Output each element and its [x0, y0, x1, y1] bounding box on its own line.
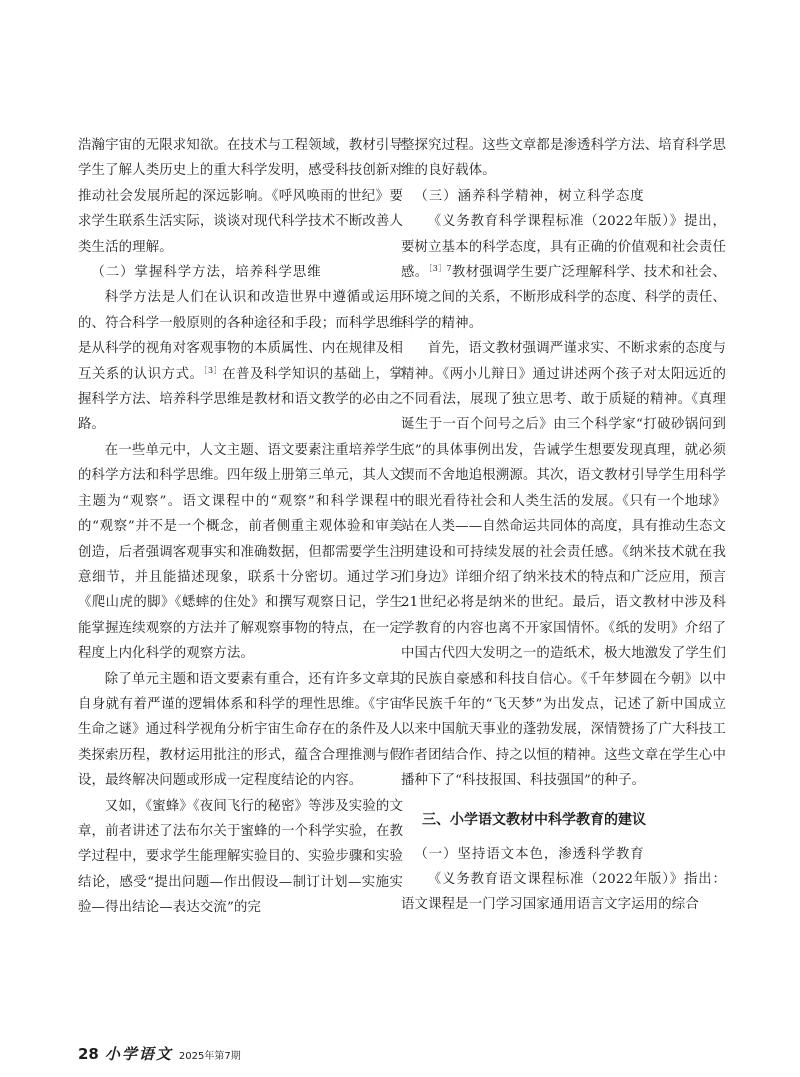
text-run: 《义务教育科学课程标准（2022年版）》提出，要树立基本的科学态度，具有正确的价值观和社会责任感。 — [401, 214, 726, 281]
paragraph: 整探究过程。这些文章都是渗透科学方法、培育科学思维的良好载体。 — [401, 138, 726, 179]
text-run: 科学方法是人们在认识和改造世界中遵循或运用的、符合科学一般原则的各种途径和手段；而科学思维是从科学的视角对客观事物的本质属性、内在规律及相互关系的认识方式。 — [78, 290, 403, 382]
text-run: 教材强调学生要广泛理解科学、技术和社会、环境之间的关系，不断形成科学的态度、科学的责任、科学的精神。 — [401, 265, 727, 331]
subsection-heading: （二）掌握科学方法，培养科学思维 — [91, 265, 322, 281]
text-run: 在普及科学知识的基础上，掌握科学方法、培养科学思维是教材和语文教学的必由之路。 — [78, 366, 403, 433]
section-heading: 三、小学语文教材中科学教育的建议 — [422, 811, 646, 828]
page-footer — [78, 1043, 241, 1064]
citation: ［3］ — [203, 365, 223, 375]
paragraph: 除了单元主题和语文要素有重合，还有许多文章其自身就有着严谨的逻辑体系和科学的理性思维。《宇宙生命之谜》通过科学视角分析宇宙生命存在的条件及人类探索历程，教材运用批注的形式，蕴含合理推测与假设，最终解决问题或形成一定程度结论的内容。 — [78, 671, 403, 789]
paragraph: 《义务教育语文课程标准（2022年版）》指出：语文课程是一门学习国家通用语言文字运用的综合 — [401, 871, 726, 913]
left-column — [78, 133, 403, 921]
paragraph: 在一些单元中，人文主题、语文要素注重培养学生的科学方法和科学思维。四年级上册第三单元，其人文主题为“观察”。语文课程中的“观察”和科学课程中的“观察”并不是一个概念，前者侧重主观体验和审美创造，后者强调客观事实和准确数据，但都需要学生注意细节，并且能描述现象，联系十分密切。通过学习《爬山虎的脚》《蟋蟀的住处》和撰写观察日记，学生能掌握连续观察的方法并了解观察事物的特点，在一定程度上内化科学的观察方法。 — [78, 442, 403, 662]
subsection-heading: （三）涵养科学精神，树立科学态度 — [414, 188, 645, 204]
paragraph — [78, 285, 403, 437]
paragraph — [401, 209, 726, 336]
right-column — [401, 133, 726, 918]
paragraph: 又如，《蜜蜂》《夜间飞行的秘密》等涉及实验的文章，前者讲述了法布尔关于蜜蜂的一个科学实验，在教学过程中，要求学生能理解实验目的、实验步骤和实验结论，感受“提出问题—作出假设—制订计划—实施实验—得出结论—表达交流”的完 — [78, 798, 403, 916]
subsection-heading: （一）坚持语文本色，渗透科学教育 — [414, 846, 645, 862]
citation: ［3］7 — [428, 264, 452, 274]
paragraph: 浩瀚宇宙的无限求知欲。在技术与工程领域，教材引导学生了解人类历史上的重大科学发明，感受科技创新对推动社会发展所起的深远影响。《呼风唤雨的世纪》要求学生联系生活实际，谈谈对现代科学技术不断改善人类生活的理解。 — [78, 138, 403, 255]
paragraph: 首先，语文教材强调严谨求实、不断求索的态度与精神。《两小儿辩日》通过讲述两个孩子对太阳远近的不同看法，展现了独立思考、敢于质疑的精神。《真理诞生于一百个问号之后》由三个科学家“打破砂锅问到底”的具体事例出发，告诫学生想要发现真理，就必须锲而不舍地追根溯源。其次，语文教材引导学生用科学的眼光看待社会和人类生活的发展。《只有一个地球》站在人类——自然命运共同体的高度，具有推动生态文明建设和可持续发展的社会责任感。《纳米技术就在我们身边》详细介绍了纳米技术的特点和广泛应用，预言21世纪必将是纳米的世纪。最后，语文教材中涉及科学教育的内容也离不开家国情怀。《纸的发明》介绍了中国古代四大发明之一的造纸术，极大地激发了学生们的民族自豪感和科技自信心。《千年梦圆在今朝》以中华民族千年的“飞天梦”为出发点，记述了新中国成立以来中国航天事业的蓬勃发展，深情赞扬了广大科技工作者团结合作、持之以恒的精神。这些文章在学生心中播种下了“科技报国、科技强国”的种子。 — [401, 341, 726, 789]
journal-name: 小学语文 — [104, 1045, 173, 1063]
issue-label: 2025年第7期 — [178, 1051, 241, 1062]
page-number: 28 — [78, 1045, 99, 1063]
